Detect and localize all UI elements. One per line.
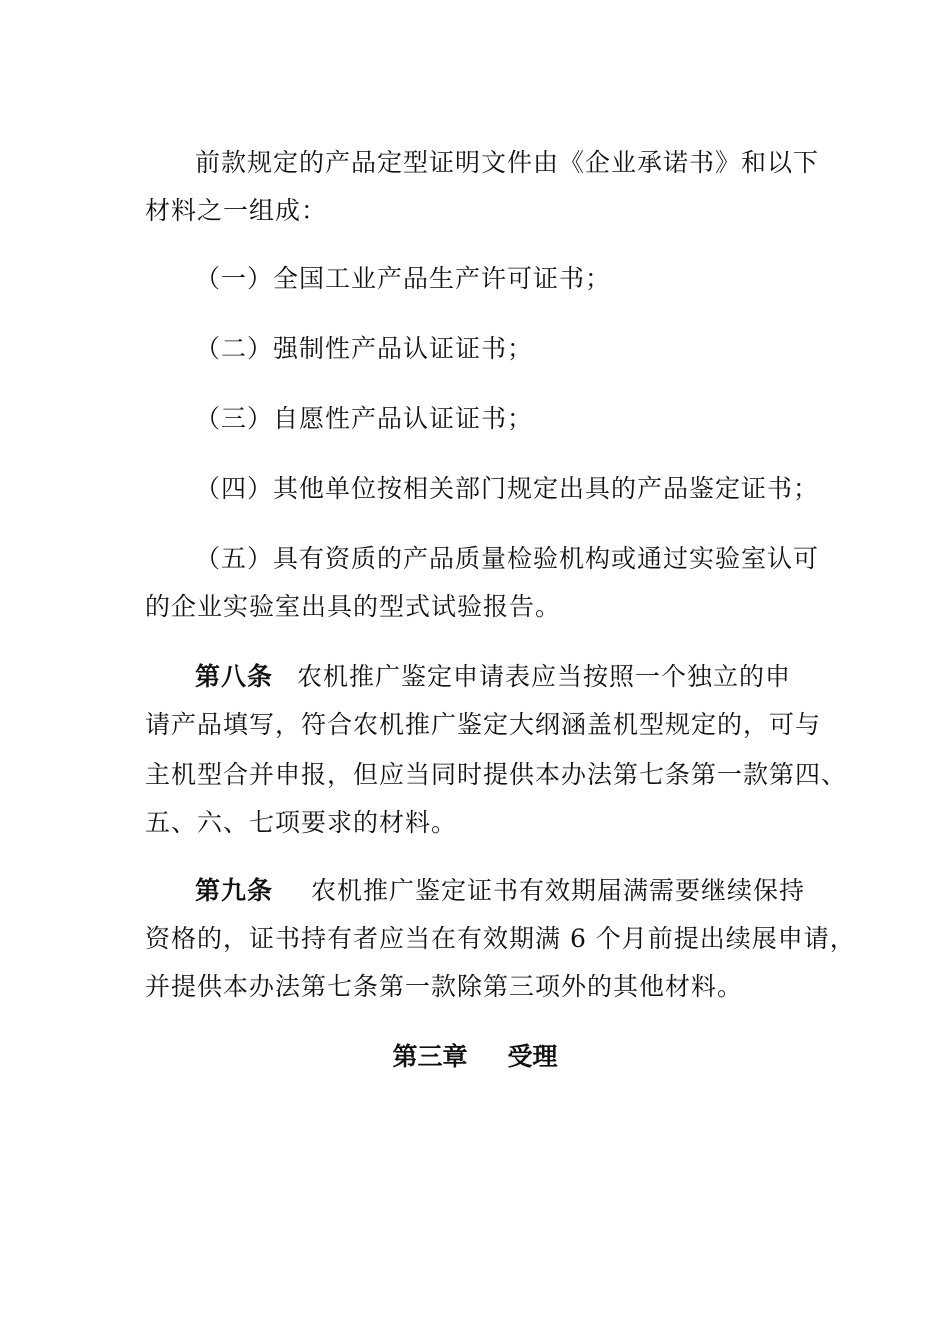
list-item-5-line-2: 的企业实验室出具的型式试验报告。 [145, 592, 562, 621]
paragraph-materials-line-2: 材料之一组成： [145, 196, 328, 225]
article-8-line-3: 主机型合并申报，但应当同时提供本办法第七条第一款第四、 [145, 760, 848, 789]
article-9-line-2: 资格的，证书持有者应当在有效期满 6 个月前提出续展申请， [145, 924, 856, 953]
list-item-4: （四）其他单位按相关部门规定出具的产品鉴定证书； [195, 474, 820, 503]
article-9-heading: 第九条 [195, 876, 274, 905]
article-8-text-1: 农机推广鉴定申请表应当按照一个独立的申 [297, 662, 792, 691]
article-8-line-4: 五、六、七项要求的材料。 [145, 808, 458, 837]
article-8-line-1 [195, 660, 791, 694]
article-8-line-2: 请产品填写，符合农机推广鉴定大纲涵盖机型规定的，可与 [145, 710, 822, 739]
list-item-3: （三）自愿性产品认证证书； [195, 404, 534, 433]
list-item-5-line-1: （五）具有资质的产品质量检验机构或通过实验室认可 [195, 544, 820, 573]
article-8-heading: 第八条 [195, 662, 274, 691]
chapter-3-heading [0, 1040, 950, 1074]
chapter-3-number: 第三章 [392, 1042, 468, 1071]
list-item-2: （二）强制性产品认证证书； [195, 334, 534, 363]
paragraph-materials-line-1: 前款规定的产品定型证明文件由《企业承诺书》和以下 [195, 148, 820, 177]
article-9-line-3: 并提供本办法第七条第一款除第三项外的其他材料。 [145, 972, 744, 1001]
chapter-3-title: 受理 [507, 1042, 558, 1071]
list-item-1: （一）全国工业产品生产许可证书； [195, 264, 612, 293]
article-9-line-1 [195, 874, 805, 908]
article-9-text-1: 农机推广鉴定证书有效期届满需要继续保持 [311, 876, 806, 905]
